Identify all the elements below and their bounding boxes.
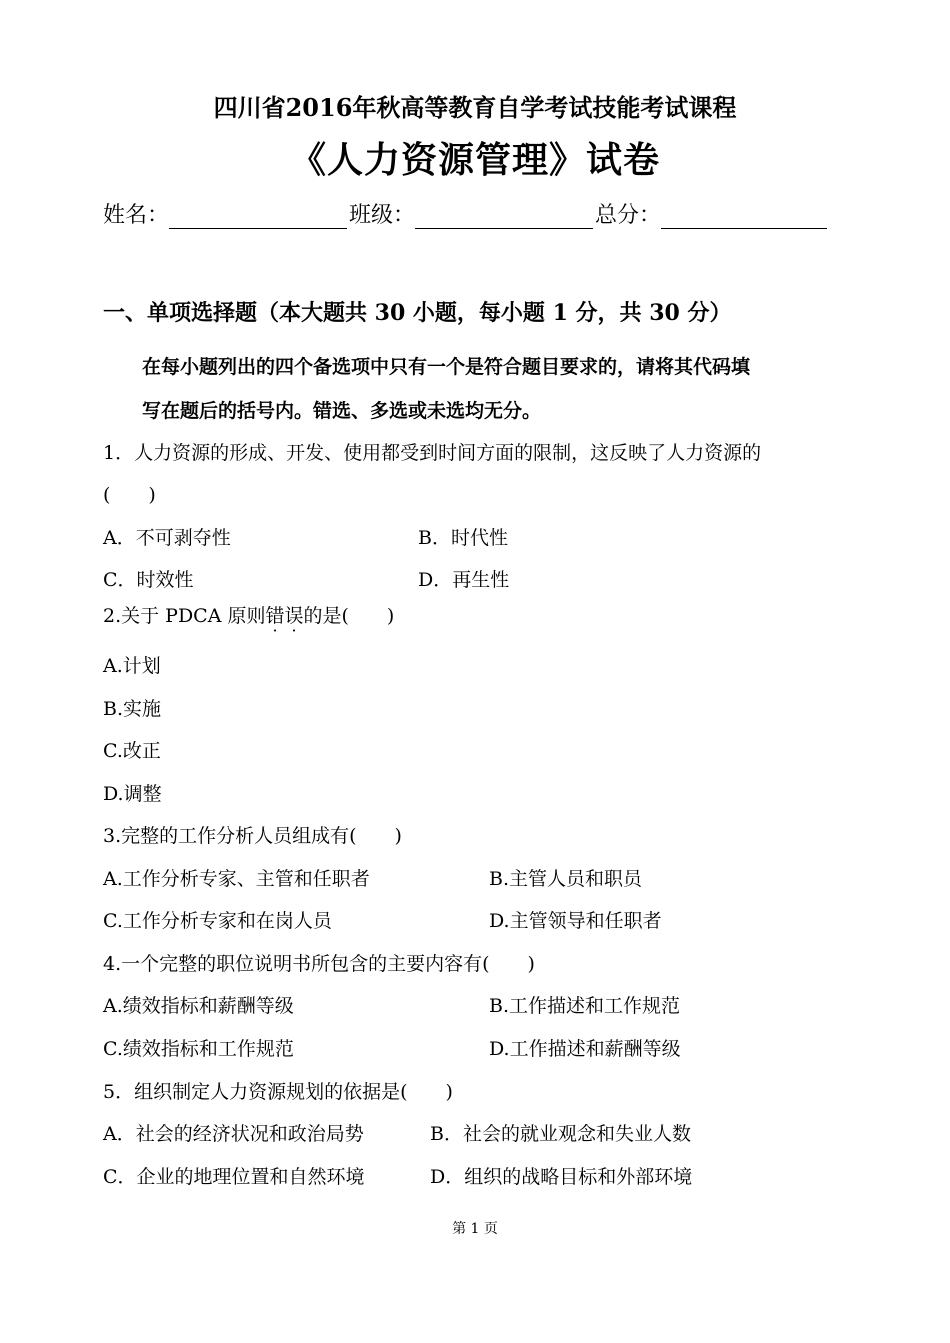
question-4-option-d: D.工作描述和薪酬等级 [489,1038,681,1060]
exam-title-line1: 四川省2016年秋高等教育自学考试技能考试课程 [213,93,737,122]
question-3-option-d: D.主管领导和任职者 [489,910,662,932]
name-field[interactable] [169,206,347,229]
section-instruction-line2: 写在题后的括号内。错选、多选或未选均无分。 [142,400,542,422]
emphasis-char: 误 [284,605,304,627]
score-label: 总分： [595,203,662,228]
question-2-option-a: A.计划 [103,655,161,677]
question-1-stem: 1．人力资源的形成、开发、使用都受到时间方面的限制，这反映了人力资源的 [103,442,762,464]
question-4-stem: 4.一个完整的职位说明书所包含的主要内容有( ) [103,953,535,975]
question-4-option-c: C.绩效指标和工作规范 [103,1038,294,1060]
question-3-stem: 3.完整的工作分析人员组成有( ) [103,825,402,847]
question-1-option-c: C．时效性 [103,569,194,591]
question-2-stem-post: 的是( ) [303,605,395,627]
question-2-option-c: C.改正 [103,740,161,762]
question-5-option-a: A．社会的经济状况和政治局势 [103,1123,364,1145]
question-3-option-b: B.主管人员和职员 [489,868,643,890]
class-field[interactable] [415,206,593,229]
question-3-option-c: C.工作分析专家和在岗人员 [103,910,332,932]
question-5-option-b: B．社会的就业观念和失业人数 [430,1123,691,1145]
score-field[interactable] [661,206,827,229]
question-4-option-b: B.工作描述和工作规范 [489,995,681,1017]
exam-title-course: 《人力资源管理》试卷 [289,139,660,181]
question-4-option-a: A.绩效指标和薪酬等级 [103,995,294,1017]
question-2-option-d: D.调整 [103,783,162,805]
page-number: 第 1 页 [452,1221,498,1237]
student-info-row [103,198,829,229]
question-5-stem: 5．组织制定人力资源规划的依据是( ) [103,1081,453,1103]
question-2-stem-pre: 2.关于 PDCA 原则 [103,605,266,627]
name-label: 姓名： [103,203,170,228]
question-1-option-b: B．时代性 [418,527,508,549]
question-1-option-a: A．不可剥夺性 [103,527,231,549]
question-2-option-b: B.实施 [103,698,162,720]
section-instruction-line1: 在每小题列出的四个备选项中只有一个是符合题目要求的，请将其代码填 [142,356,751,378]
question-1-bracket: ( ) [103,484,156,506]
question-2-stem [103,601,394,628]
section-heading: 一、单项选择题（本大题共 30 小题，每小题 1 分，共 30 分） [103,300,732,326]
question-1-option-d: D．再生性 [418,569,510,591]
question-5-option-d: D．组织的战略目标和外部环境 [430,1166,693,1188]
class-label: 班级： [349,203,416,228]
question-3-option-a: A.工作分析专家、主管和任职者 [103,868,370,890]
question-5-option-c: C．企业的地理位置和自然环境 [103,1166,365,1188]
emphasis-char: 错 [265,605,285,627]
